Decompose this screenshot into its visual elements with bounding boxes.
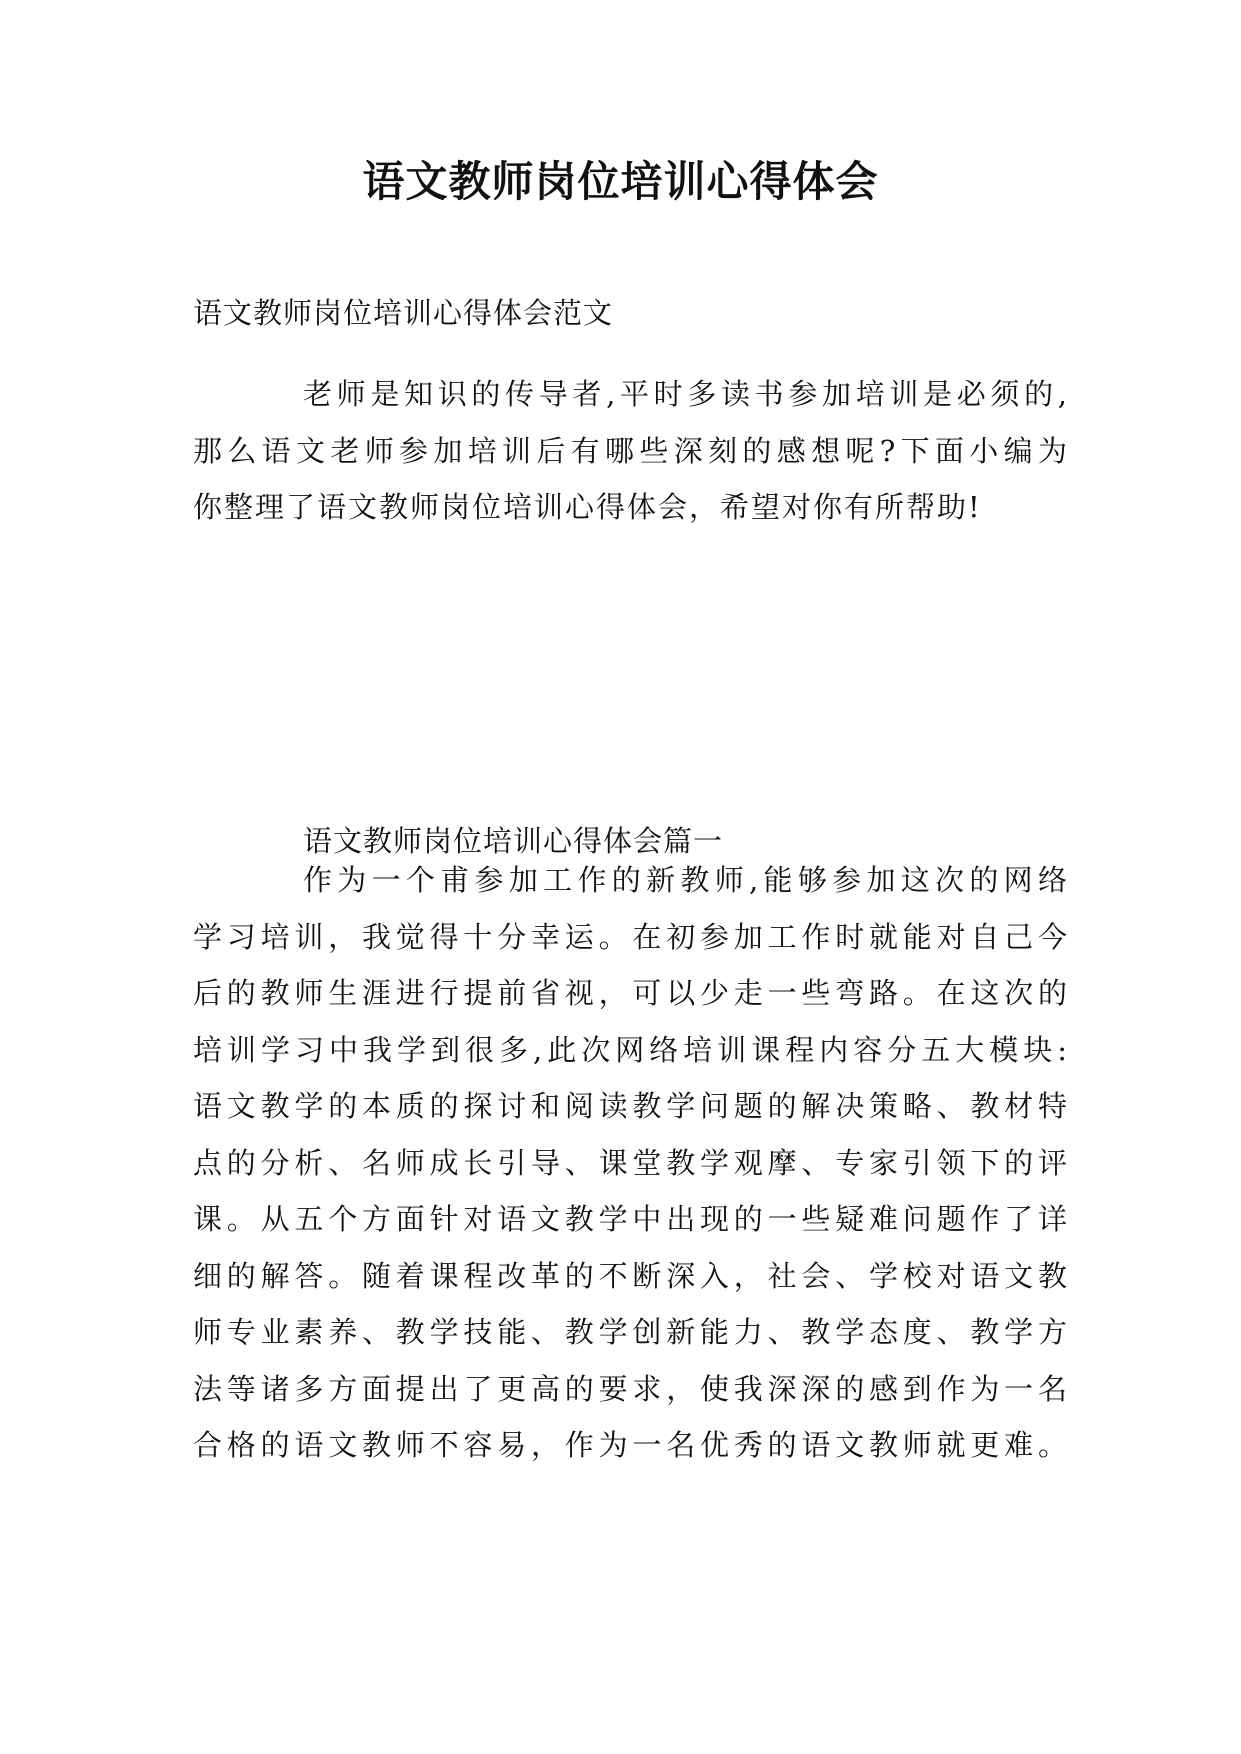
document-title: 语文教师岗位培训心得体会 <box>362 157 879 206</box>
section-heading: 语文教师岗位培训心得体会篇一 <box>303 824 724 858</box>
body-line: 培训学习中我学到很多,此次网络培训课程内容分五大模块: <box>193 1032 1069 1067</box>
body-line: 课。从五个方面针对语文教学中出现的一些疑难问题作了详 <box>193 1202 1069 1236</box>
body-line: 作为一个甫参加工作的新教师,能够参加这次的网络 <box>303 863 1069 897</box>
body-line: 细的解答。随着课程改革的不断深入，社会、学校对语文教 <box>193 1258 1069 1293</box>
document-subtitle: 语文教师岗位培训心得体会范文 <box>193 296 614 330</box>
body-line: 学习培训，我觉得十分幸运。在初参加工作时就能对自己今 <box>193 919 1069 954</box>
intro-line: 你整理了语文教师岗位培训心得体会，希望对你有所帮助! <box>193 490 982 524</box>
body-line: 语文教学的本质的探讨和阅读教学问题的解决策略、教材特 <box>193 1089 1069 1123</box>
body-line: 点的分析、名师成长引导、课堂教学观摩、专家引领下的评 <box>193 1145 1069 1180</box>
body-line: 师专业素养、教学技能、教学创新能力、教学态度、教学方 <box>193 1315 1069 1349</box>
intro-line: 老师是知识的传导者,平时多读书参加培训是必须的, <box>303 377 1069 411</box>
body-paragraph <box>193 852 1069 1474</box>
body-line: 合格的语文教师不容易，作为一名优秀的语文教师就更难。 <box>193 1428 1069 1462</box>
body-line: 法等诸多方面提出了更高的要求，使我深深的感到作为一名 <box>193 1371 1069 1406</box>
intro-paragraph <box>193 366 1069 536</box>
intro-line: 那么语文老师参加培训后有哪些深刻的感想呢?下面小编为 <box>193 433 1069 468</box>
body-line: 后的教师生涯进行提前省视，可以少走一些弯路。在这次的 <box>193 976 1069 1010</box>
